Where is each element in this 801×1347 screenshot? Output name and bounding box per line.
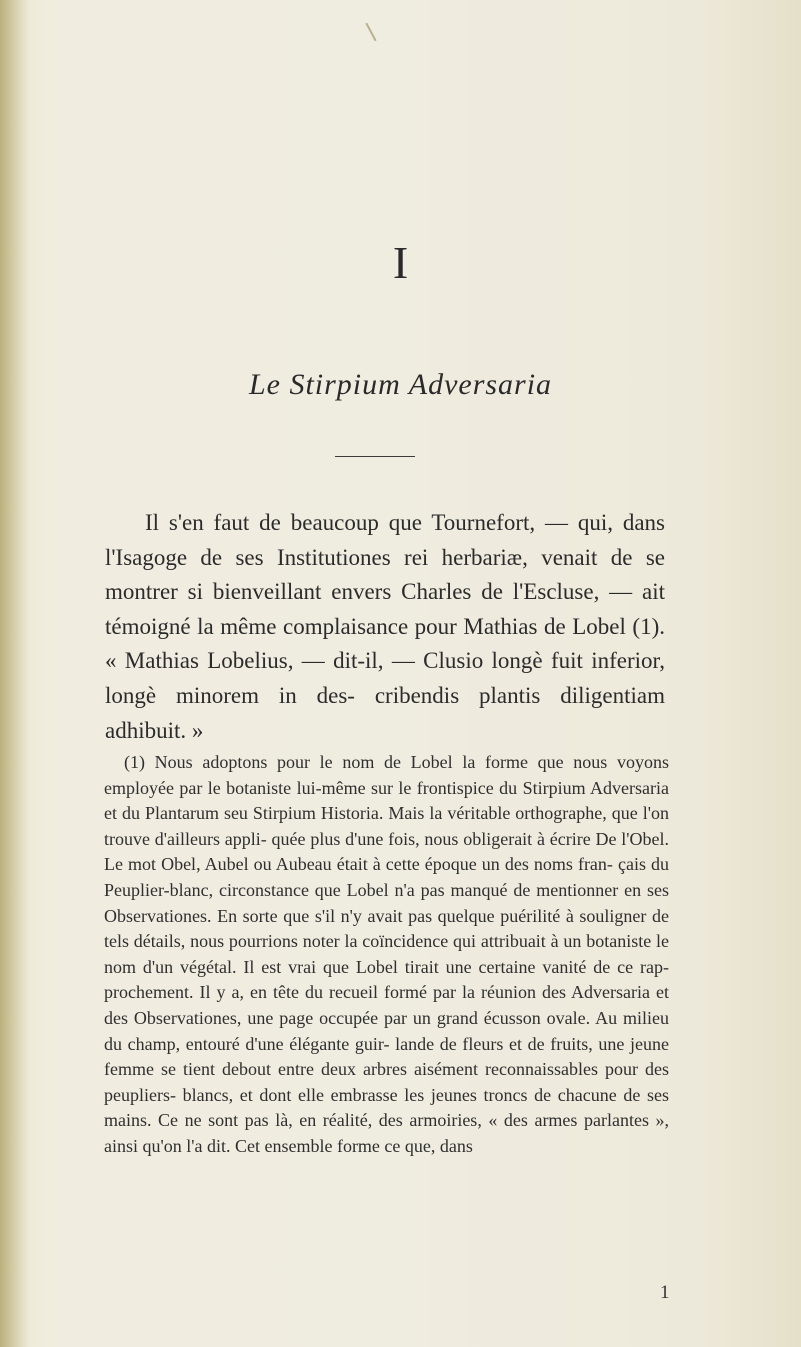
body-paragraph: Il s'en faut de beaucoup que Tournefort, — qui, dans l'Isagoge de ses Institutiones rei herbariæ, venait de se montrer si bienveillant envers Charles de l'Escluse, — ait témoigné la même complaisance pour Mathias de Lobel (1). « Mathias Lobelius, — dit-il, — Clusio longè fuit inferior, longè minorem in des- cribendis plantis diligentiam adhibuit. »: [105, 510, 665, 743]
spine-shadow: [0, 0, 30, 1347]
title-rule: [335, 456, 415, 457]
paper-mark: [365, 23, 376, 42]
chapter-title: Le Stirpium Adversaria: [248, 368, 553, 401]
chapter-number: I: [392, 237, 409, 288]
footnote: (1) Nous adoptons pour le nom de Lobel la forme que nous voyons employée par le botaniste lui-même sur le frontispice du Stirpium Adversaria et du Plantarum seu Stirpium Historia. Mais la véritable orthographe, que l'on trouve d'ailleurs appli- quée plus d'une fois, nous obligerait à écrire De l'Obel. Le mot Obel, Aubel ou Aubeau était à cette époque un des noms fran- çais du Peuplier-blanc, circonstance que Lobel n'a pas manqué de mentionner en ses Observationes. En sorte que s'il n'y avait pas quelque puérilité à souligner de tels détails, nous pourrions noter la coïncidence qui attribuait à un botaniste le nom d'un végétal. Il est vrai que Lobel tirait une certaine vanité de ce rap- prochement. Il y a, en tête du recueil formé par la réunion des Adversaria et des Observationes, une page occupée par un grand écusson ovale. Au milieu du champ, entouré d'une élégante guir- lande de fleurs et de fruits, une jeune femme se tient debout entre deux arbres aisément reconnaissables pour des peupliers- blancs, et dont elle embrasse les jeunes troncs de chacune de ses mains. Ce ne sont pas là, en réalité, des armoiries, « des armes parlantes », ainsi qu'on l'a dit. Cet ensemble forme ce que, dans: [104, 752, 669, 1156]
signature-mark: 1: [660, 1282, 670, 1303]
